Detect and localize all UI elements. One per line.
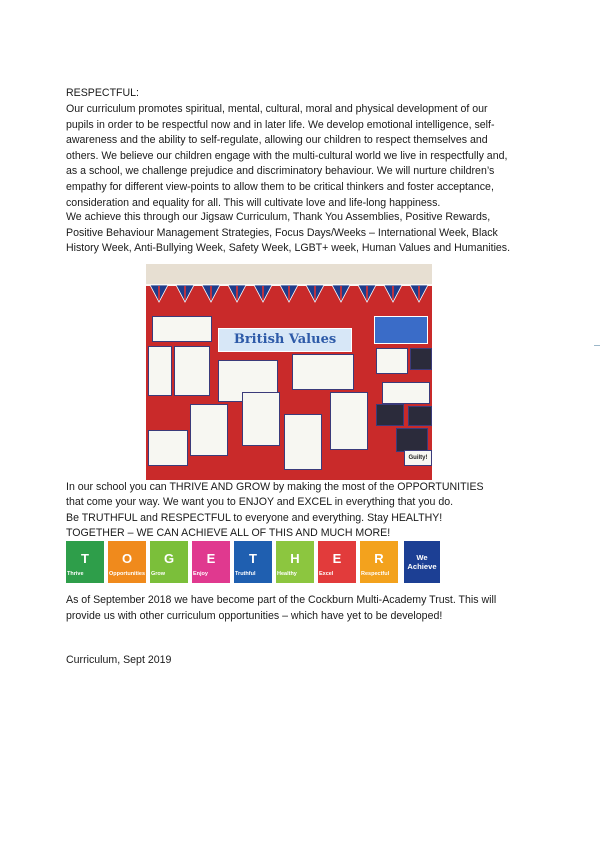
british-values-banner: British Values	[218, 328, 352, 352]
puzzle-piece-e2	[318, 541, 356, 583]
puzzle-word: Excel	[319, 571, 334, 577]
motto-line: In our school you can THRIVE AND GROW by making the most of the OPPORTUNITIES	[66, 481, 484, 493]
together-puzzle-banner	[66, 541, 440, 585]
puzzle-piece-o	[108, 541, 146, 583]
display-photo	[376, 404, 404, 426]
display-card	[148, 430, 188, 466]
union-jack-bunting	[146, 282, 432, 306]
display-photo	[396, 428, 428, 452]
scan-mark	[594, 345, 600, 346]
display-photo	[410, 348, 432, 370]
we-achieve-line: Achieve	[407, 562, 437, 571]
display-card	[382, 382, 430, 404]
jigsaw-paragraph: We achieve this through our Jigsaw Curriculum, Thank You Assemblies, Positive Rewards, Positive Behaviour Management Strategies, Focus Days/Weeks – International Week, Black History Week, Anti-Bullying Week, Safety Week, LGBT+ week, Human Values and Humanities.	[66, 211, 511, 255]
puzzle-letter: E	[206, 551, 216, 566]
puzzle-word: Healthy	[277, 571, 297, 577]
puzzle-letter: H	[290, 551, 300, 566]
display-card	[174, 346, 210, 396]
we-achieve-line: We	[416, 553, 428, 562]
puzzle-piece-e	[192, 541, 230, 583]
display-card	[330, 392, 368, 450]
puzzle-word: Grow	[151, 571, 166, 577]
puzzle-piece-t2	[234, 541, 272, 583]
puzzle-piece-h	[276, 541, 314, 583]
puzzle-word: Enjoy	[193, 571, 208, 577]
display-card	[148, 346, 172, 396]
display-card	[376, 348, 408, 374]
puzzle-word: Opportunities	[109, 571, 146, 577]
puzzle-letter: T	[81, 551, 89, 566]
display-card	[152, 316, 212, 342]
puzzle-word: Respectful	[361, 571, 390, 577]
puzzle-letter: G	[163, 551, 175, 566]
puzzle-word: Thrive	[67, 571, 84, 577]
guilty-sign: Guilty!	[404, 450, 432, 466]
puzzle-letter: O	[121, 551, 133, 566]
respectful-heading: RESPECTFUL:	[66, 87, 139, 99]
display-card	[374, 316, 428, 344]
document-footer: Curriculum, Sept 2019	[66, 654, 172, 666]
motto-line: Be TRUTHFUL and RESPECTFUL to everyone and everything. Stay HEALTHY!	[66, 511, 443, 524]
respectful-paragraph: Our curriculum promotes spiritual, mental, cultural, moral and physical development of our pupils in order to be respectful now and in later life. We develop emotional intelligence, self-awareness and the ability to self-regulate, allowing our children to respect themselves and others. We believe our children engage with the multi-cultural world we live in respectfully and, as a school, we challenge prejudice and discriminatory behaviour. We will nurture children’s empathy for different view-points to allow them to be critical thinkers and foster acceptance, consideration and equality for all. This will cultivate love and life-long happiness.	[66, 103, 508, 209]
puzzle-letter: T	[249, 551, 257, 566]
puzzle-piece-r	[360, 541, 398, 583]
display-photo	[408, 406, 432, 426]
display-card	[242, 392, 280, 446]
puzzle-piece-t	[66, 541, 104, 583]
motto-line: TOGETHER – WE CAN ACHIEVE ALL OF THIS AND MUCH MORE!	[66, 527, 391, 540]
motto-line: that come your way. We want you to ENJOY and EXCEL in everything that you do.	[66, 496, 454, 509]
puzzle-letter: E	[332, 551, 342, 566]
puzzle-word: Truthful	[235, 571, 256, 577]
display-card	[292, 354, 354, 390]
we-achieve-piece	[404, 541, 440, 583]
cockburn-trust-paragraph: As of September 2018 we have become part of the Cockburn Multi-Academy Trust. This will provide us with other curriculum opportunities – which have yet to be developed!	[66, 594, 497, 622]
british-values-display-photo	[146, 264, 432, 480]
puzzle-piece-g	[150, 541, 188, 583]
school-motto	[66, 480, 526, 542]
display-card	[284, 414, 322, 470]
display-card	[190, 404, 228, 456]
puzzle-letter: R	[374, 551, 384, 566]
